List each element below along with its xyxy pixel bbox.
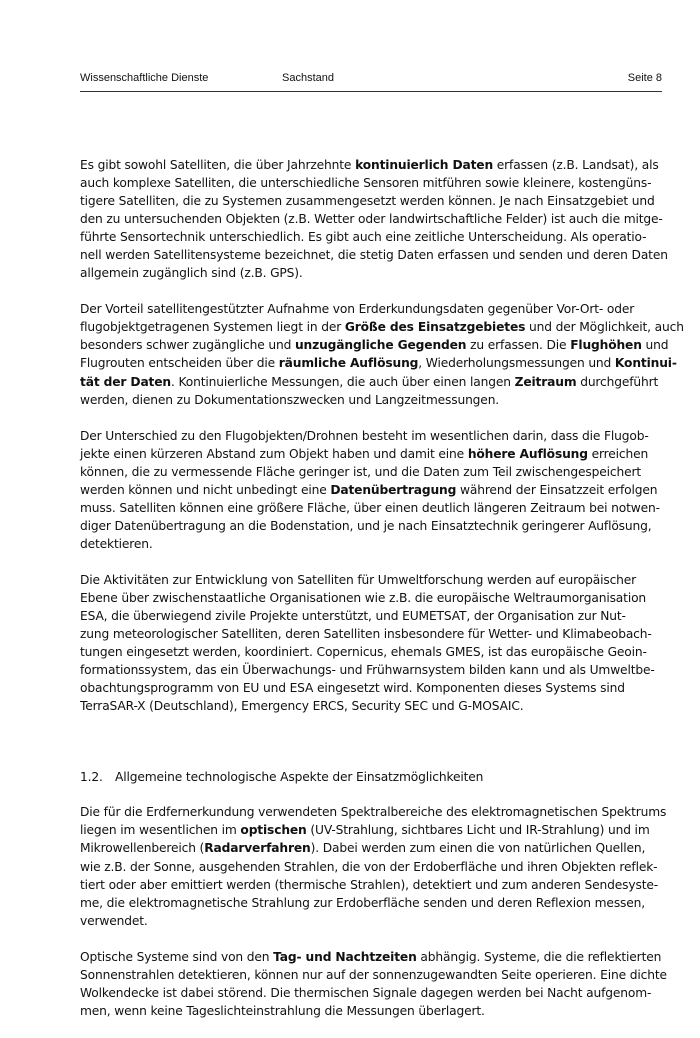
text-run: erreichen — [587, 446, 649, 461]
text-run: ). Dabei werden zum einen die von natürlichen Quellen, — [310, 841, 646, 856]
emphasis: Radarverfahren — [204, 841, 311, 856]
paragraph-satellite-advantages — [80, 300, 684, 408]
header-divider — [80, 91, 662, 92]
emphasis: optischen — [240, 823, 307, 838]
text-line: Der Unterschied zu den Flugobjekten/Drohnen besteht im wesentlichen darin, dass die Flugob- — [80, 428, 649, 443]
text-run: Optische Systeme sind von den — [80, 949, 274, 964]
text-line: zung meteorologischer Satelliten, deren Satelliten insbesondere für Wetter- und Klimabeobach- — [80, 627, 652, 642]
text-line: nell werden Satellitensysteme bezeichnet, die stetig Daten erfassen und senden und deren Daten — [80, 248, 668, 263]
paragraph-drone-comparison — [80, 427, 665, 553]
text-line: auch komplexe Satelliten, die unterschiedliche Sensoren mitführen sowie kleinere, kostengüns- — [80, 176, 652, 191]
text-run: flugobjektgetragenen Systemen liegt in der — [80, 320, 345, 335]
text-run: abhängig. Systeme, die die reflektierten — [416, 949, 662, 964]
header-department: Wissenschaftliche Dienste — [80, 72, 209, 84]
text-line: tungen eingesetzt werden, koordiniert. Copernicus, ehemals GMES, ist das europäische Geoin- — [80, 645, 647, 660]
section-heading — [80, 768, 665, 786]
text-line: tigere Satelliten, die zu Systemen zusammengesetzt werden können. Je nach Einsatzgebiet und — [80, 194, 655, 209]
text-line: formationssystem, das ein Überwachungs- und Frühwarnsystem bilden kann und als Umweltbe- — [80, 663, 655, 678]
text-line: verwendet. — [80, 913, 148, 928]
emphasis: Tag- und Nachtzeiten — [273, 949, 417, 964]
text-line: Der Vorteil satellitengestützter Aufnahme von Erderkundungsdaten gegenüber Vor-Ort- oder — [80, 302, 635, 317]
text-run: und — [641, 338, 669, 353]
paragraph-satellite-types — [80, 156, 668, 282]
text-run: (UV-Strahlung, sichtbares Licht und IR-Strahlung) und im — [306, 823, 650, 838]
text-line: Die für die Erdfernerkundung verwendeten Spektralbereiche des elektromagnetischen Spektrums — [80, 805, 667, 820]
text-run: jekte einen kürzeren Abstand zum Objekt haben und damit eine — [80, 446, 468, 461]
text-run: besonders schwer zugängliche und — [80, 338, 295, 353]
text-line: men, wenn keine Tageslichteinstrahlung die Messungen überlagert. — [80, 1003, 485, 1018]
text-line: Sonnenstrahlen detektieren, können nur auf der sonnenzugewandten Seite operieren. Eine dichte — [80, 967, 667, 982]
paragraph-optical-systems — [80, 948, 665, 1020]
text-line: Wolkendecke ist dabei störend. Die thermischen Signale dagegen werden bei Nacht aufgenom- — [80, 985, 652, 1000]
emphasis: kontinuierlich Daten — [355, 158, 494, 172]
section-title: Allgemeine technologische Aspekte der Einsatzmöglichkeiten — [115, 770, 484, 785]
text-line: Die Aktivitäten zur Entwicklung von Satelliten für Umweltforschung werden auf europäischer — [80, 572, 637, 587]
text-line: muss. Satelliten können eine größere Fläche, über einen deutlich längeren Zeitraum bei notwen- — [80, 500, 660, 515]
text-line: allgemein zugänglich sind (z.B. GPS). — [80, 266, 303, 281]
emphasis: tät der Daten — [80, 374, 171, 389]
text-line: ESA, die überwiegend zivile Projekte unterstützt, und EUMETSAT, der Organisation zur Nut- — [80, 609, 626, 624]
text-run: liegen im wesentlichen im — [80, 823, 241, 838]
text-run: und der Möglichkeit, auch — [525, 320, 684, 335]
emphasis: unzugängliche Gegenden — [294, 338, 467, 353]
text-line: tiert oder aber emittiert werden (thermische Strahlen), detektiert und zum anderen Sendesyste- — [80, 877, 659, 892]
text-run: zu erfassen. Die — [466, 338, 571, 353]
emphasis: Größe des Einsatzgebietes — [344, 320, 526, 335]
text-line: können, die zu vermessende Fläche geringer ist, und die Daten zum Teil zwischengespeichert — [80, 464, 642, 479]
header-page-number: Seite 8 — [627, 72, 662, 84]
text-run: während der Einsatzzeit erfolgen — [456, 482, 658, 497]
text-line: TerraSAR-X (Deutschland), Emergency ERCS, Security SEC und G-MOSAIC. — [80, 699, 524, 714]
text-line: me, die elektromagnetische Strahlung zur Erdoberfläche senden und deren Reflexion messen, — [80, 895, 646, 910]
emphasis: Datenübertragung — [330, 482, 457, 497]
emphasis: höhere Auflösung — [467, 446, 588, 461]
text-run: erfassen (z.B. Landsat), als — [493, 158, 659, 172]
text-run: , Wiederholungsmessungen und — [418, 356, 615, 371]
paragraph-european-activities — [80, 571, 665, 715]
text-line: werden, dienen zu Dokumentationszwecken und Langzeitmessungen. — [80, 392, 500, 407]
text-line: führte Sensortechnik unterschiedlich. Es gibt auch eine zeitliche Unterscheidung. Als operatio- — [80, 230, 647, 245]
text-run: werden können und nicht unbedingt eine — [80, 482, 331, 497]
emphasis: Kontinui- — [614, 356, 677, 371]
emphasis: räumliche Auflösung — [278, 356, 419, 371]
text-run: Es gibt sowohl Satelliten, die über Jahrzehnte — [80, 158, 356, 172]
header-document-type: Sachstand — [282, 72, 334, 84]
emphasis: Zeitraum — [514, 374, 577, 389]
text-line: detektieren. — [80, 536, 153, 551]
paragraph-spectral-ranges — [80, 803, 665, 929]
emphasis: Flughöhen — [570, 338, 642, 353]
text-line: den zu untersuchenden Objekten (z.B. Wetter oder landwirtschaftliche Felder) ist auch die mitge- — [80, 212, 663, 227]
page-header — [80, 69, 662, 91]
text-run: . Kontinuierliche Messungen, die auch über einen langen — [171, 374, 515, 389]
text-line: diger Datenübertragung an die Bodenstation, und je nach Einsatztechnik geringerer Auflösung, — [80, 518, 652, 533]
document-body — [80, 156, 684, 1038]
text-line: wie z.B. der Sonne, ausgehenden Strahlen, die von der Erdoberfläche und ihren Objekten reflek- — [80, 859, 658, 874]
text-run: Flugrouten entscheiden über die — [80, 356, 279, 371]
text-line: obachtungsprogramm von EU und ESA eingesetzt wird. Komponenten dieses Systems sind — [80, 681, 625, 696]
text-line: Ebene über zwischenstaatliche Organisationen wie z.B. die europäische Weltraumorganisation — [80, 590, 647, 605]
text-run: Mikrowellenbereich ( — [80, 841, 205, 856]
text-run: durchgeführt — [576, 374, 659, 389]
section-number: 1.2. — [80, 770, 103, 785]
